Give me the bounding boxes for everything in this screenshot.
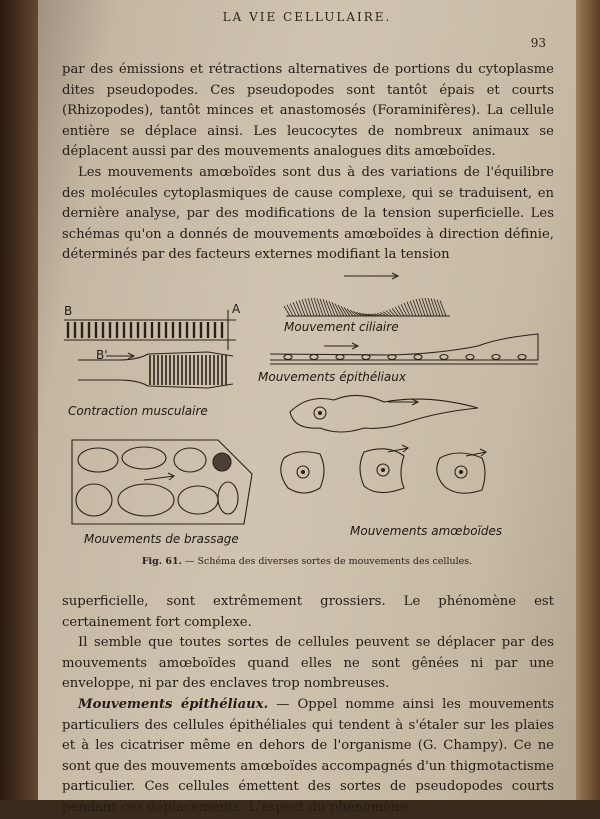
label-b-prime: B'	[96, 348, 108, 362]
figure-caption	[38, 556, 576, 567]
label-mouvements-amoeboides: Mouvements amœboïdes	[350, 524, 503, 538]
section-heading: Mouvements épithéliaux.	[78, 696, 269, 712]
cilia-drawing	[284, 273, 450, 316]
paragraph-3: superficielle, sont extrêmement grossiers. Le phénomène est certainement fort complexe.	[62, 594, 554, 630]
caption-text: — Schéma des diverses sortes de mouvements des cellules.	[181, 556, 473, 567]
text-block-bottom	[62, 592, 554, 819]
paragraph-4: Il semble que toutes sortes de cellules peuvent se déplacer par des mouvements amœboïdes quand elles ne sont gênées ni par une enveloppe, ni par des enclaves trop nombreuses.	[62, 635, 554, 692]
paragraph-1: par des émissions et rétractions alternatives de portions du cytoplasme dites pseudopodes. Ces pseudopodes sont tantôt épais et courts (Rhizopodes), tantôt minces et anastomosés (Foraminifères). La cellule entière se déplace ainsi. Les leucocytes de nombreux animaux se déplacent aussi par des mouvements analogues dits amœboïdes.	[62, 62, 554, 160]
epithelium-drawing	[270, 334, 538, 364]
label-mouvements-brassage: Mouvements de brassage	[84, 532, 239, 546]
book-spine	[0, 0, 42, 800]
label-a: A	[232, 302, 241, 316]
label-contraction-musculaire: Contraction musculaire	[68, 404, 208, 418]
muscle-fibre-relaxed	[64, 310, 236, 350]
paragraph-2: Les mouvements amœboïdes sont dus à des variations de l'équilibre des molécules cytoplasmiques de cause complexe, qui se traduisent, en dernière analyse, par des modifications de la tension superficielle. Les schémas qu'on a donnés de mouvements amœboïdes à direction définie, déterminés par des facteurs externes modifiant la tension	[62, 164, 554, 263]
amoeboid-cells	[281, 395, 486, 493]
book-page	[38, 0, 576, 815]
running-title: LA VIE CELLULAIRE.	[222, 10, 392, 24]
text-block-top	[62, 60, 554, 266]
label-mouvements-epitheliaux: Mouvements épithéliaux	[258, 370, 406, 384]
label-mouvement-ciliaire: Mouvement ciliaire	[284, 320, 399, 334]
section-text: — Oppel nomme ainsi les mouvements particuliers des cellules épithéliales qui tendent à s'étaler sur les plaies et à les cicatriser même en dehors de l'organisme (G. Champy). Ce ne sont que des mouvements amœboïdes accompagnés d'un thigmotactisme particulier. Ces cellules émettent des sortes de pseudopodes courts pendant ces déplacements. L'aspect du phénomène	[62, 696, 554, 815]
page-number: 93	[530, 36, 546, 50]
caption-number: Fig. 61.	[141, 556, 182, 567]
brassage-cell	[72, 440, 252, 524]
label-b: B	[64, 304, 73, 318]
figure-61	[58, 262, 558, 562]
